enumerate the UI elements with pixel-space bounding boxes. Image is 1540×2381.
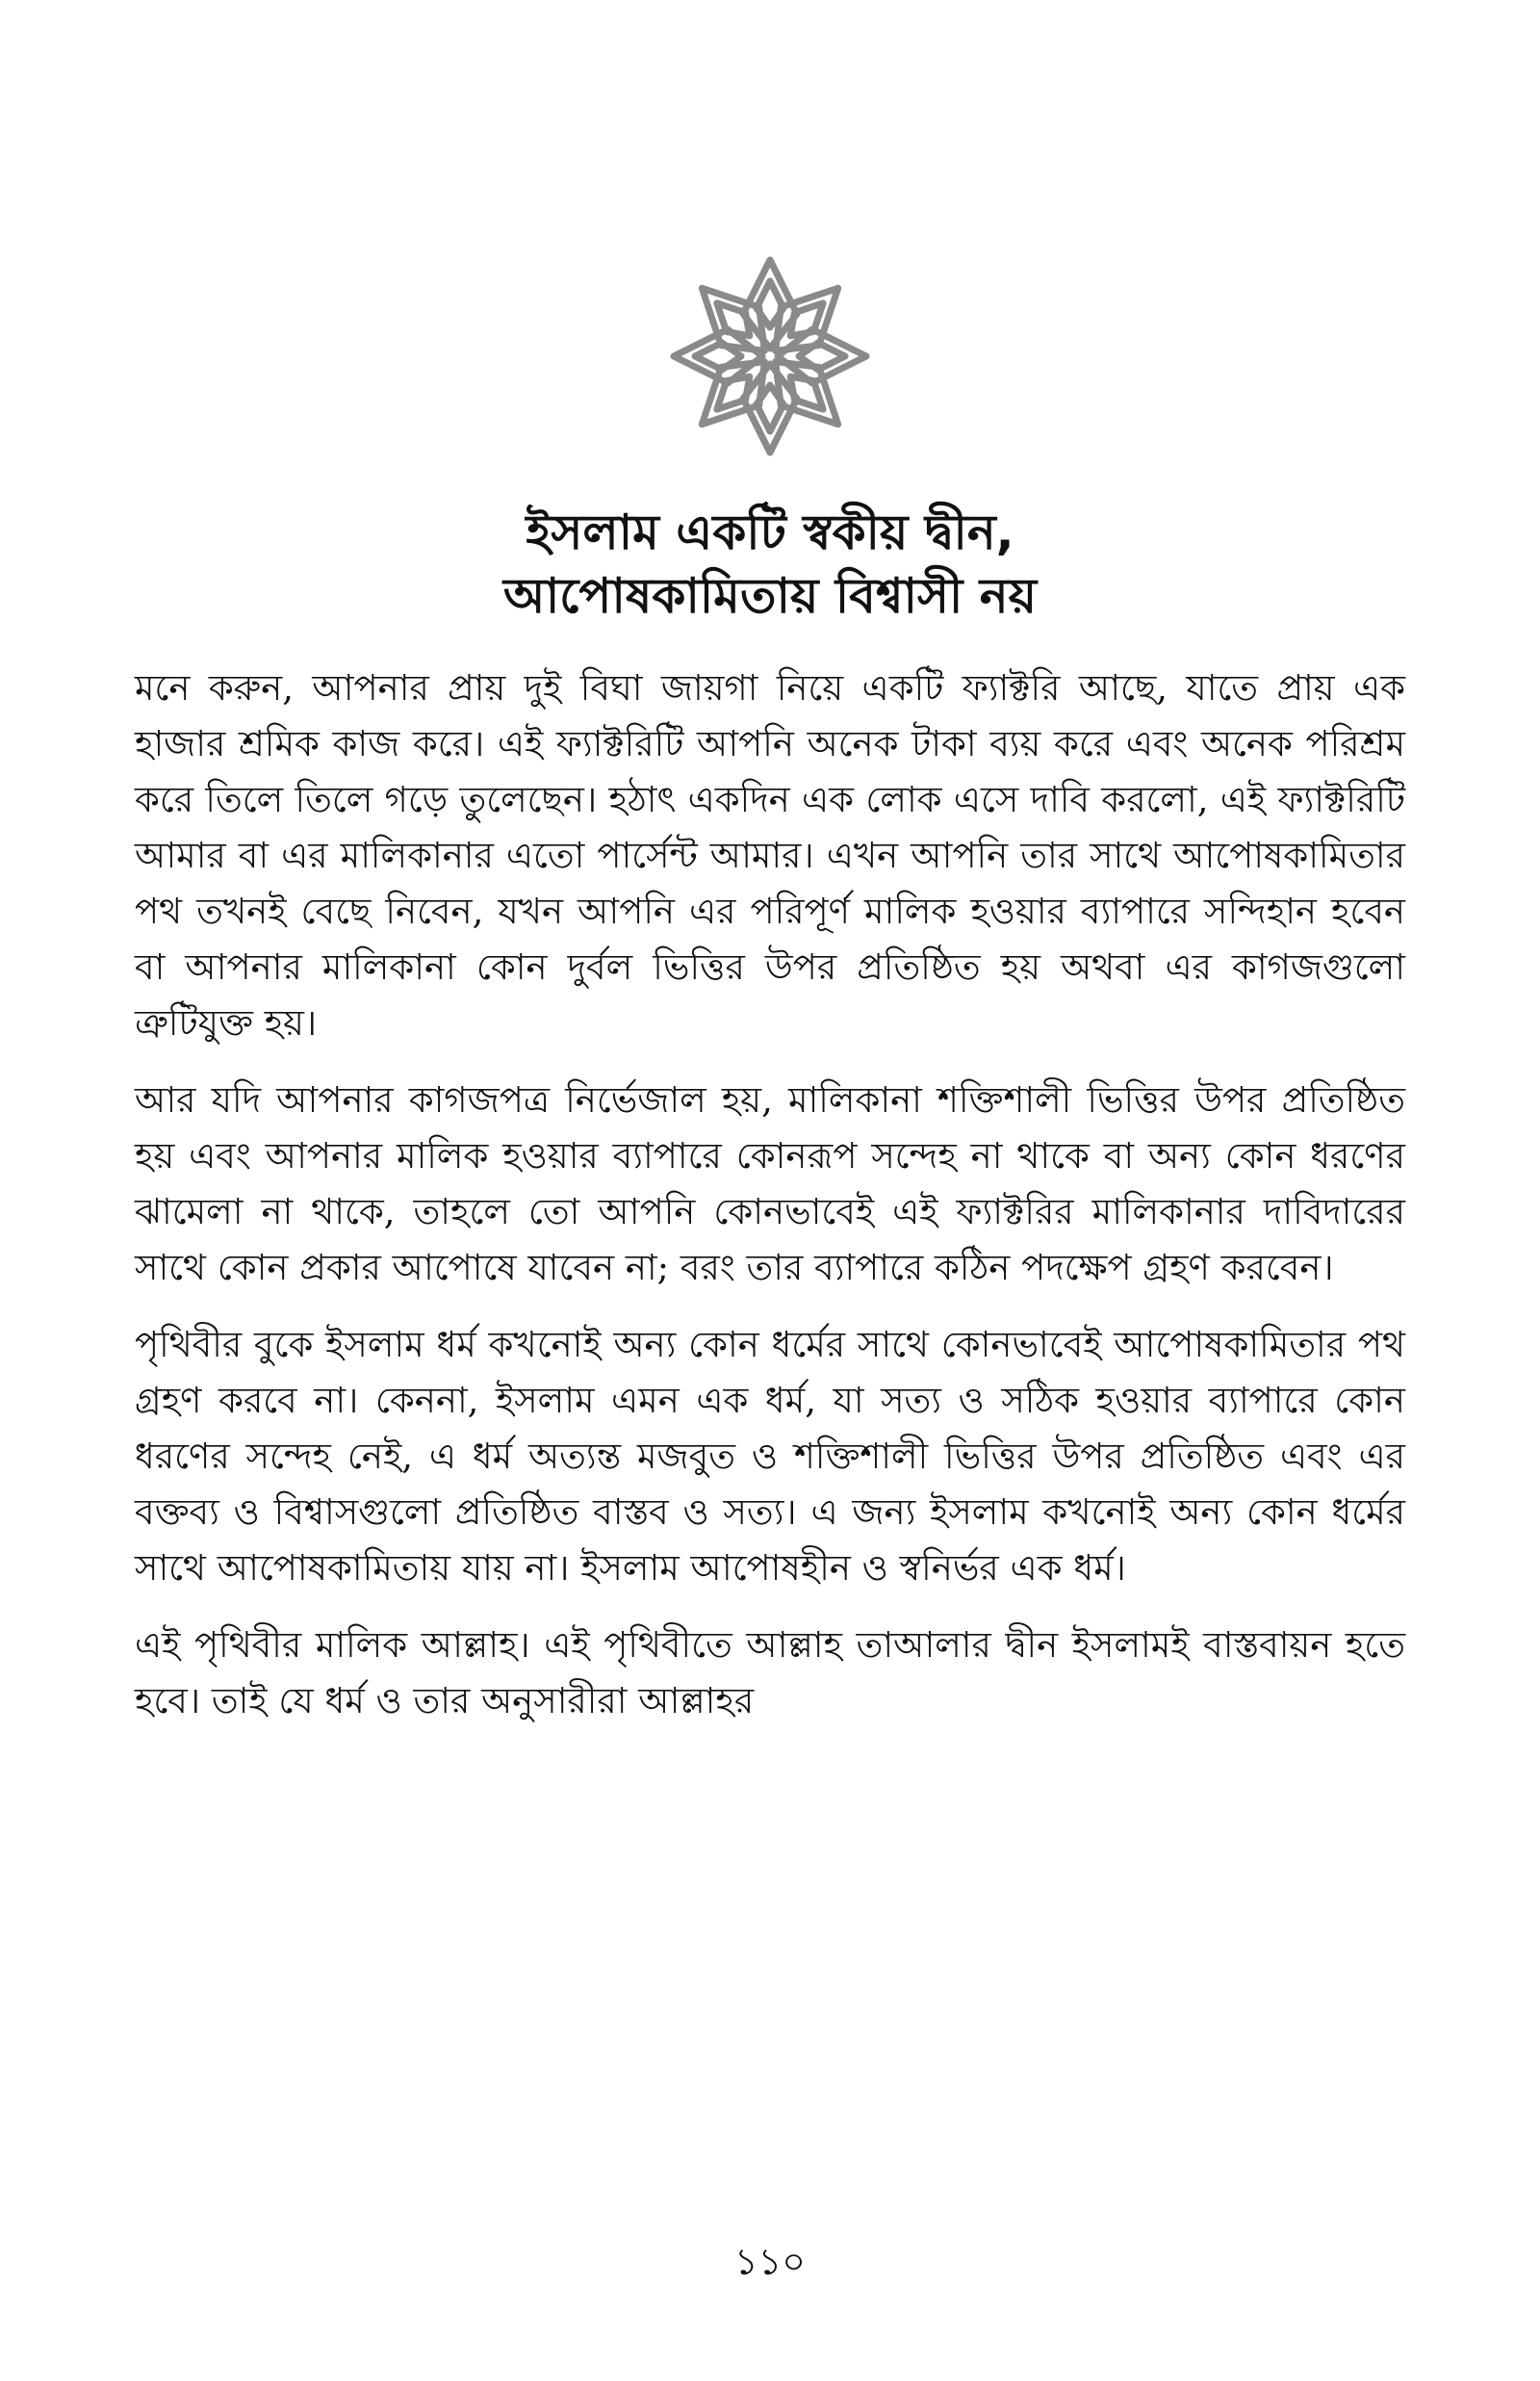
page-number: ১১০: [733, 2240, 807, 2283]
paragraph-3: পৃথিবীর বুকে ইসলাম ধর্ম কখনোই অন্য কোন ধর্মের সাথে কোনভাবেই আপোষকামিতার পথ গ্রহণ করবে না। কেননা, ইসলাম এমন এক ধর্ম, যা সত্য ও সঠিক হওয়ার ব্যাপারে কোন ধরণের সন্দেহ নেই, এ ধর্ম অত্যন্ত মজবুত ও শক্তিশালী ভিত্তির উপর প্রতিষ্ঠিত এবং এর বক্তব্য ও বিশ্বাসগুলো প্রতিষ্ঠিত বাস্তব ও সত্য। এ জন্য ইসলাম কখনোই অন্য কোন ধর্মের সাথে আপোষকামিতায় যায় না। ইসলাম আপোষহীন ও স্বনির্ভর এক ধর্ম।: [135, 1324, 1405, 1589]
paragraph-1: মনে করুন, আপনার প্রায় দুই বিঘা জায়গা নিয়ে একটি ফ্যাক্টরি আছে, যাতে প্রায় এক হাজার শ্রমিক কাজ করে। এই ফ্যাক্টরিটি আপনি অনেক টাকা ব্যয় করে এবং অনেক পরিশ্রম করে তিলে তিলে গড়ে তুলেছেন। হঠাৎ একদিন এক লোক এসে দাবি করলো, এই ফ্যাক্টরিটি আমার বা এর মালিকানার এতো পার্সেন্ট আমার। এখন আপনি তার সাথে আপোষকামিতার পথ তখনই বেছে নিবেন, যখন আপনি এর পরিপূর্ণ মালিক হওয়ার ব্যাপারে সন্দিহান হবেন বা আপনার মালিকানা কোন দুর্বল ভিত্তির উপর প্রতিষ্ঠিত হয় অথবা এর কাগজগুলো ত্রুটিযুক্ত হয়।: [135, 667, 1405, 1044]
chapter-title-line-1: ইসলাম একটি স্বকীয় দ্বীন,: [526, 505, 1014, 560]
chapter-title: [135, 501, 1405, 628]
paragraph-2: আর যদি আপনার কাগজপত্র নির্ভেজাল হয়, মালিকানা শক্তিশালী ভিত্তির উপর প্রতিষ্ঠিত হয় এবং আপনার মালিক হওয়ার ব্যাপারে কোনরূপ সন্দেহ না থাকে বা অন্য কোন ধরণের ঝামেলা না থাকে, তাহলে তো আপনি কোনভাবেই এই ফ্যাক্টরির মালিকানার দাবিদারের সাথে কোন প্রকার আপোষে যাবেন না; বরং তার ব্যাপারে কঠিন পদক্ষেপ গ্রহণ করবেন।: [135, 1079, 1405, 1288]
paragraph-4: এই পৃথিবীর মালিক আল্লাহ। এই পৃথিবীতে আল্লাহ তাআলার দ্বীন ইসলামই বাস্তবায়ন হতে হবে। তাই যে ধর্ম ও তার অনুসারীরা আল্লাহর: [135, 1624, 1405, 1721]
chapter-title-line-2: আপোষকামিতায় বিশ্বাসী নয়: [502, 568, 1038, 624]
body-text: [135, 660, 1405, 1750]
flower-ornament-icon: [664, 250, 876, 462]
